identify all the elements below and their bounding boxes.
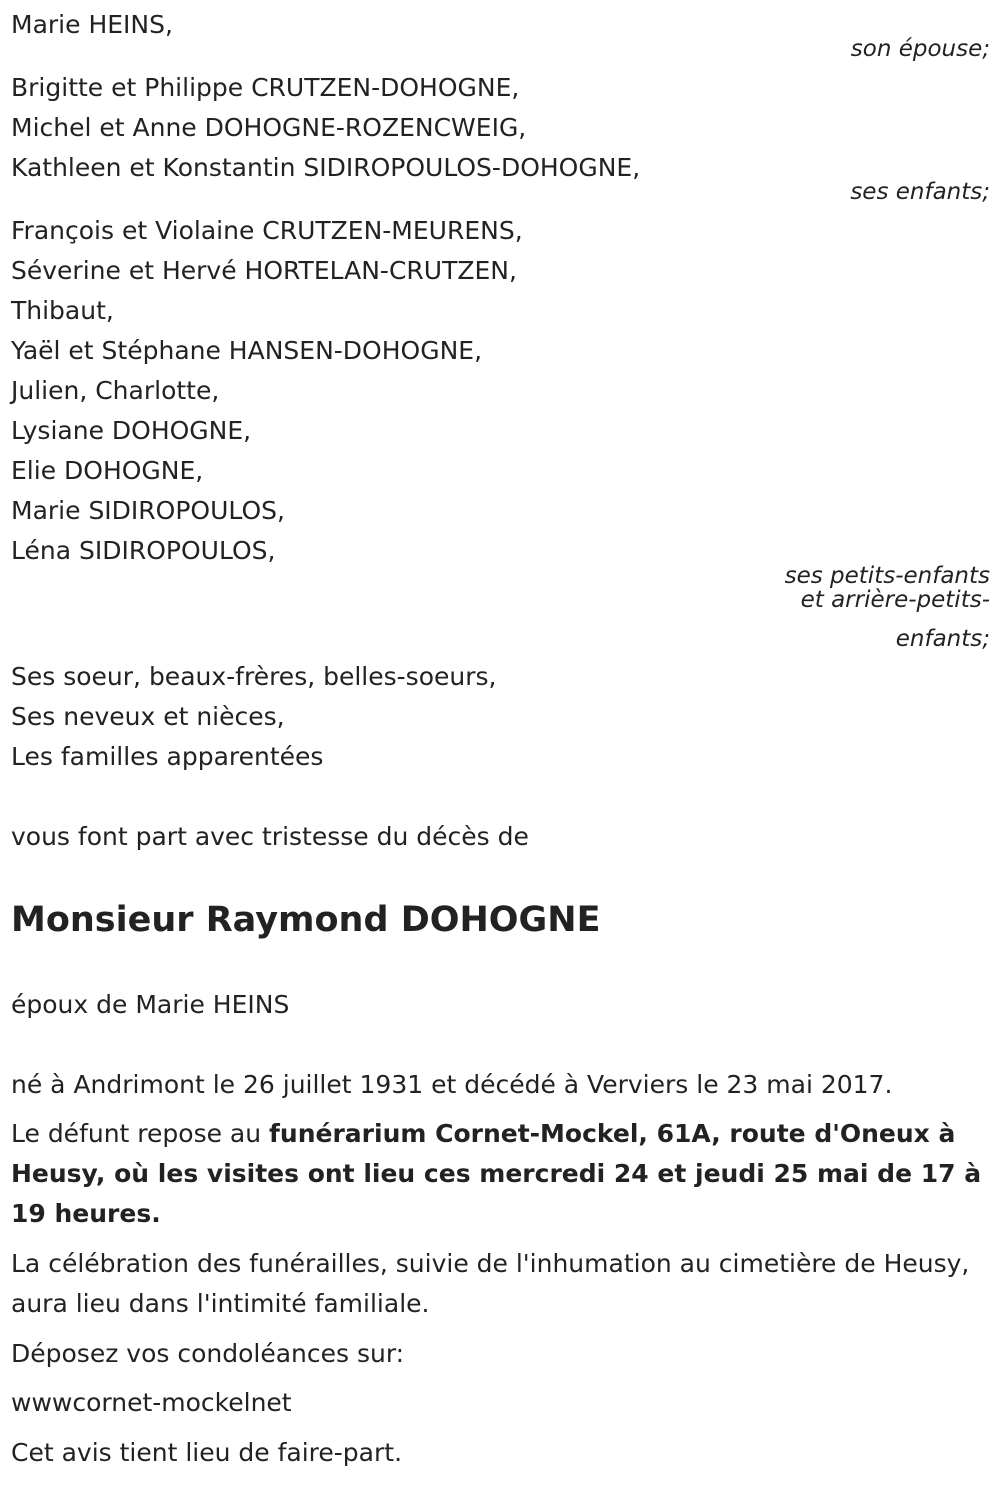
family-member-line: Elie DOHOGNE, (11, 456, 204, 485)
relationship-label: son épouse; (850, 36, 990, 62)
condolences-label: Déposez vos condoléances sur: (11, 1339, 405, 1368)
deceased-name: Monsieur Raymond DOHOGNE (11, 900, 601, 940)
family-member-line: Michel et Anne DOHOGNE-ROZENCWEIG, (11, 113, 527, 142)
ceremony-paragraph: La célébration des funérailles, suivie de l'inhumation au cimetière de Heusy, aura lieu dans l'intimité familiale. (11, 1249, 970, 1318)
family-member-line: Séverine et Hervé HORTELAN-CRUTZEN, (11, 256, 517, 285)
repose-details: funérarium Cornet-Mockel, 61A, route d'Oneux à Heusy, où les visites ont lieu ces mercredi 24 et jeudi 25 mai de 17 à 19 heures. (11, 1119, 982, 1228)
repose-paragraph (11, 1114, 991, 1234)
family-member-line: Kathleen et Konstantin SIDIROPOULOS-DOHOGNE, (11, 153, 641, 182)
family-member-line: Ses soeur, beaux-frères, belles-soeurs, (11, 662, 497, 691)
family-member-line: Thibaut, (11, 296, 114, 325)
family-member-line: Yaël et Stéphane HANSEN-DOHOGNE, (11, 336, 483, 365)
relationship-label: ses enfants; (850, 179, 990, 205)
closing-text: Cet avis tient lieu de faire-part. (11, 1438, 403, 1467)
family-member-line: François et Violaine CRUTZEN-MEURENS, (11, 216, 523, 245)
relationship-label: ses petits-enfants et arrière-petits- enfants; (784, 563, 990, 652)
family-member-line: Marie HEINS, (11, 10, 173, 39)
family-member-line: Julien, Charlotte, (11, 376, 220, 405)
family-member-line: Lysiane DOHOGNE, (11, 416, 252, 445)
family-member-line: Marie SIDIROPOULOS, (11, 496, 285, 525)
family-member-line: Ses neveux et nièces, (11, 702, 285, 731)
family-member-line: Brigitte et Philippe CRUTZEN-DOHOGNE, (11, 73, 520, 102)
birth-death-text: né à Andrimont le 26 juillet 1931 et décédé à Verviers le 23 mai 2017. (11, 1070, 893, 1099)
spouse-of-text: époux de Marie HEINS (11, 990, 290, 1019)
announcement-text: vous font part avec tristesse du décès de (11, 822, 529, 851)
website-link[interactable]: wwwcornet-mockelnet (11, 1388, 292, 1417)
repose-intro: Le défunt repose au (11, 1119, 270, 1148)
family-member-line: Léna SIDIROPOULOS, (11, 536, 276, 565)
family-member-line: Les familles apparentées (11, 742, 324, 771)
